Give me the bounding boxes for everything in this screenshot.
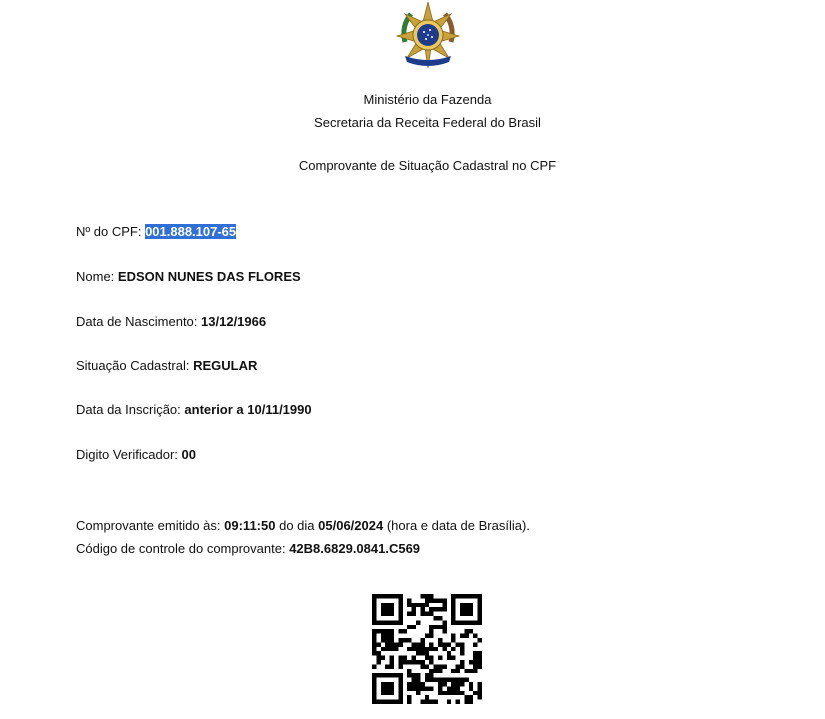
emitted-suffix: (hora e data de Brasília). xyxy=(386,518,530,533)
name-value: EDSON NUNES DAS FLORES xyxy=(117,269,301,284)
emitted-prefix: Comprovante emitido às: xyxy=(76,518,221,533)
emitted-date: 05/06/2024 xyxy=(318,518,384,533)
control-code-value: 42B8.6829.0841.C569 xyxy=(289,541,421,556)
name-field xyxy=(76,269,301,284)
inscription-date-label: Data da Inscrição: xyxy=(76,402,181,417)
cpf-field xyxy=(76,224,236,239)
check-digit-label: Digito Verificador: xyxy=(76,447,178,462)
ministry-title: Ministério da Fazenda xyxy=(363,92,492,107)
inscription-date-field xyxy=(76,402,312,417)
status-field xyxy=(76,358,257,373)
document-title: Comprovante de Situação Cadastral no CPF xyxy=(298,158,557,173)
emitted-mid: do dia xyxy=(279,518,315,533)
check-digit-field xyxy=(76,447,196,462)
qr-code-icon xyxy=(372,594,482,704)
control-code-info xyxy=(76,541,420,556)
emitted-time: 09:11:50 xyxy=(224,518,276,533)
cpf-label: Nº do CPF: xyxy=(76,224,142,239)
inscription-date-value: anterior a 10/11/1990 xyxy=(184,402,312,417)
birth-date-label: Data de Nascimento: xyxy=(76,314,198,329)
secretariat-title: Secretaria da Receita Federal do Brasil xyxy=(314,115,541,130)
status-value: REGULAR xyxy=(193,358,258,373)
birth-date-value: 13/12/1966 xyxy=(201,314,267,329)
status-label: Situação Cadastral: xyxy=(76,358,190,373)
cpf-value[interactable]: 001.888.107-65 xyxy=(145,224,237,239)
birth-date-field xyxy=(76,314,266,329)
check-digit-value: 00 xyxy=(181,447,196,462)
control-code-label: Código de controle do comprovante: xyxy=(76,541,286,556)
name-label: Nome: xyxy=(76,269,115,284)
emission-info xyxy=(76,518,530,533)
brazil-coat-of-arms-icon xyxy=(393,0,463,70)
